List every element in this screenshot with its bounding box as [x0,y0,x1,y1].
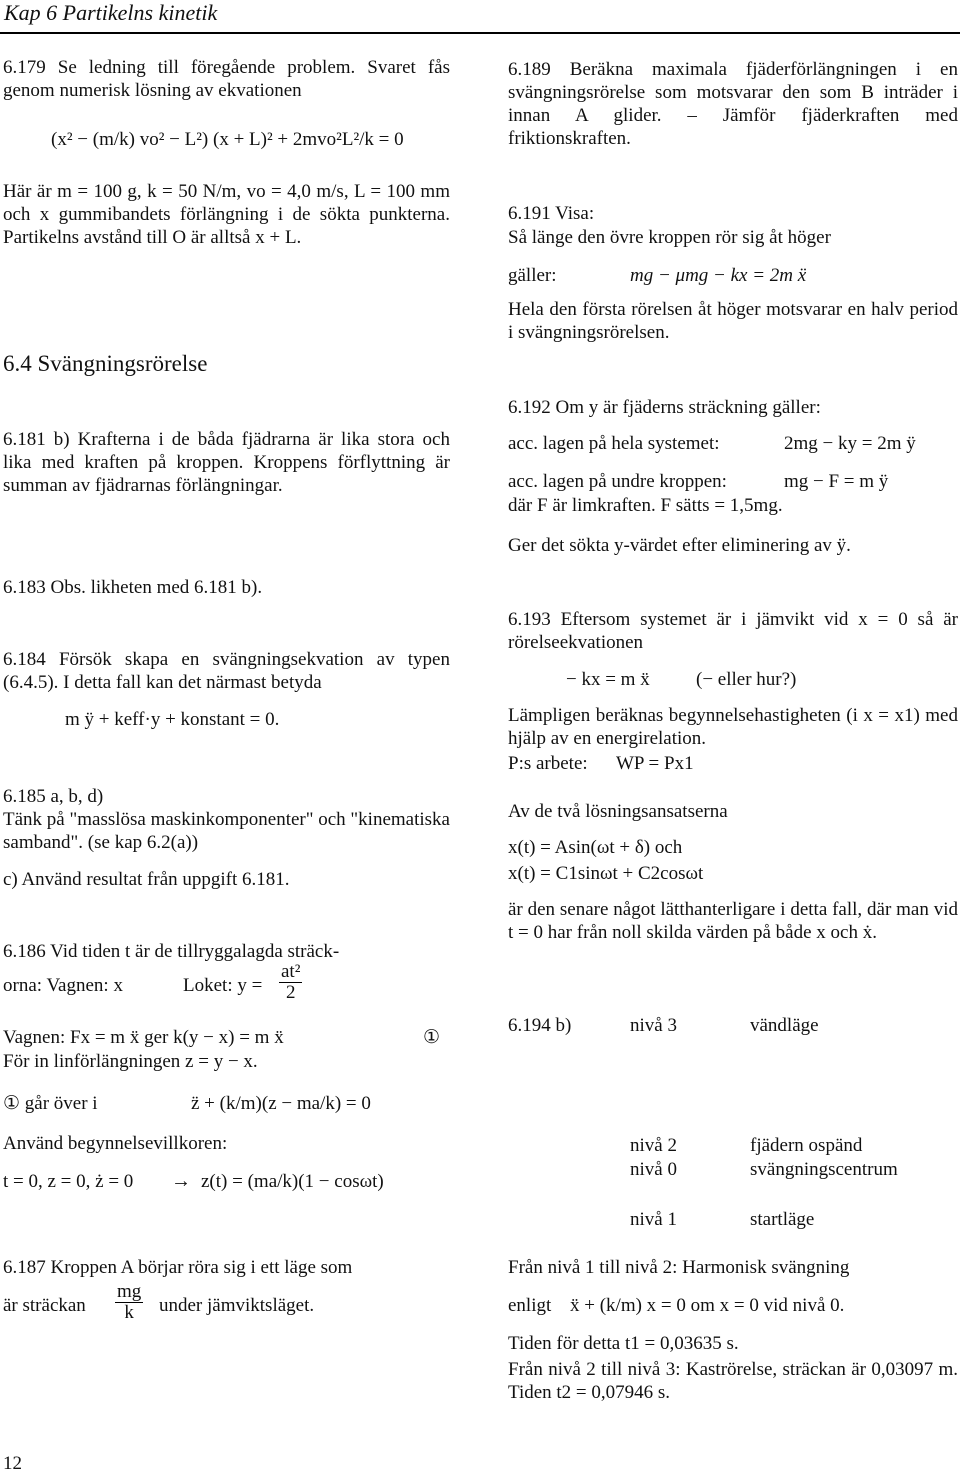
page-number: 12 [3,1453,22,1474]
problem-6-185-line2: Tänk på "masslösa maskinkomponenter" och "kinematiska samband". (se kap 6.2(a)) [3,809,450,853]
section-title: 6.4 Svängningsrörelse [3,351,208,376]
problem-6-186-line2a: orna: Vagnen: x [3,975,123,996]
problem-6-179-text: 6.179 Se ledning till föregående problem. Svaret fås genom numerisk lösning av ekvationen [3,57,450,101]
problem-6-192-equation2: mg − F = m ÿ [784,471,889,492]
initial-conditions-label: Använd begynnelsevillkoren: [3,1133,228,1154]
fraction-denominator-k: k [124,1302,134,1323]
problem-6-193-line7: är den senare något lätthanterligare i detta fall, där man vid t = 0 har från noll skilda värden på både x och ẋ. [508,899,958,943]
equation-vagnen-fx: Vagnen: Fx = m ẍ ger k(y − x) = m ẍ [3,1027,284,1048]
header-rule [0,32,960,34]
problem-6-194-label: 6.194 b) [508,1015,572,1036]
level-row-2-desc: svängningscentrum [750,1159,898,1180]
problem-6-191-line2: Så länge den övre kroppen rör sig åt höger [508,227,831,248]
problem-6-194-line1: Från nivå 1 till nivå 2: Harmonisk svängning [508,1257,850,1278]
linforlangning-text: För in linförlängningen z = y − x. [3,1051,258,1072]
arrow-icon: → [171,1170,191,1192]
problem-6-181: 6.181 b) Krafterna i de båda fjädrarna är lika stora och lika med kraften på kroppen. Kroppens förflyttning är summan av fjädrarnas förlängningar. [3,429,450,496]
problem-6-194-line2a: enligt [508,1295,552,1316]
equation-6-179: (x² − (m/k) vo² − L²) (x + L)² + 2mvo²L²/k = 0 [51,129,404,150]
level-row-2-level: nivå 0 [630,1159,677,1180]
problem-6-193-line6: x(t) = C1sinωt + C2cosωt [508,863,704,884]
circle-mark-1: ① [423,1027,441,1048]
problem-6-193-line1: 6.193 Eftersom systemet är i jämvikt vid x = 0 så är rörelseekvationen [508,609,958,653]
problem-6-194-line2b: ẍ + (k/m) x = 0 om x = 0 vid nivå 0. [570,1295,845,1316]
level-row-0-level: nivå 3 [630,1015,677,1036]
fraction-numerator: at² [281,961,301,982]
problem-6-193-line4: Av de två lösningsansatserna [508,801,728,822]
initial-conditions: t = 0, z = 0, ż = 0 [3,1171,134,1192]
fraction-denominator: 2 [285,982,296,1003]
level-row-0-desc: vändläge [750,1015,819,1036]
problem-6-193-line5: x(t) = Asin(ωt + δ) och [508,837,683,858]
problem-6-191-line4: Hela den första rörelsen åt höger motsvarar en halv period i svängningsrörelsen. [508,299,958,343]
problem-6-194-line3: Tiden för detta t1 = 0,03635 s. [508,1333,739,1354]
problem-6-192-line2a: acc. lagen på hela systemet: [508,433,720,454]
problem-6-192-equation1: 2mg − ky = 2m ÿ [784,433,916,454]
problem-6-186-line1: 6.186 Vid tiden t är de tillryggalagda sträck- [3,941,340,962]
problem-6-192-line5: Ger det sökta y-värdet efter eliminering av ÿ. [508,535,851,556]
problem-6-193-work: WP = Px1 [616,753,694,774]
problem-6-187-line2a: är sträckan [3,1295,86,1316]
problem-6-193-line2: Lämpligen beräknas begynnelsehastigheten (i x = x1) med hjälp av en energirelation. [508,705,958,749]
problem-6-192-line1: 6.192 Om y är fjäderns sträckning gäller: [508,397,821,418]
problem-6-191-line3a: gäller: [508,265,557,286]
problem-6-187-line2b: under jämviktsläget. [159,1295,315,1316]
problem-6-191-equation: mg − μmg − kx = 2m ẍ [630,265,807,286]
fraction-at2-over-2 [279,962,302,1003]
equation-6-184: m ÿ + keff·y + konstant = 0. [65,709,280,730]
problem-6-184-text: 6.184 Försök skapa en svängningsekvation av typen (6.4.5). I detta fall kan det närmast betyda [3,649,450,693]
problem-6-187-line1: 6.187 Kroppen A börjar röra sig i ett läge som [3,1257,353,1278]
fraction-numerator-mg: mg [117,1281,142,1302]
problem-6-185-line3: c) Använd resultat från uppgift 6.181. [3,869,290,890]
problem-6-194-line4: Från nivå 2 till nivå 3: Kaströrelse, sträckan är 0,03097 m. Tiden t2 = 0,07946 s. [508,1359,958,1403]
z-solution: z(t) = (ma/k)(1 − cosωt) [201,1171,384,1192]
problem-6-183: 6.183 Obs. likheten med 6.181 b). [3,577,263,598]
chapter-header: Kap 6 Partikelns kinetik [4,0,218,25]
problem-6-179-body: Här är m = 100 g, k = 50 N/m, vo = 4,0 m/s, L = 100 mm och x gummibandets förlängning i de sökta punkterna. Partikelns avstånd till O är alltså x + L. [3,181,450,248]
equation-z-ode: z̈ + (k/m)(z − ma/k) = 0 [191,1093,371,1114]
problem-6-186-line2b: Loket: y = [183,975,263,996]
level-row-3-desc: startläge [750,1209,815,1230]
level-row-1-desc: fjädern ospänd [750,1135,863,1156]
problem-6-185-line1: 6.185 a, b, d) [3,786,104,807]
fraction-mg-over-k [115,1282,143,1323]
problem-6-191-line1: 6.191 Visa: [508,203,595,224]
problem-6-193-note: (− eller hur?) [696,669,797,690]
level-row-1-level: nivå 2 [630,1135,677,1156]
problem-6-193-line3a: P:s arbete: [508,753,588,774]
problem-6-189: 6.189 Beräkna maximala fjäderförlängningen i en svängningsrörelse som motsvarar den som B inträder i innan A glider. – Jämför fjäderkraften med friktionskraften. [508,59,958,149]
problem-6-193-equation: − kx = m ẍ [566,669,650,690]
problem-6-192-line3a: acc. lagen på undre kroppen: [508,471,727,492]
goes-into-text: ① går över i [3,1093,98,1114]
level-row-3-level: nivå 1 [630,1209,677,1230]
problem-6-192-line4: där F är limkraften. F sätts = 1,5mg. [508,495,783,516]
